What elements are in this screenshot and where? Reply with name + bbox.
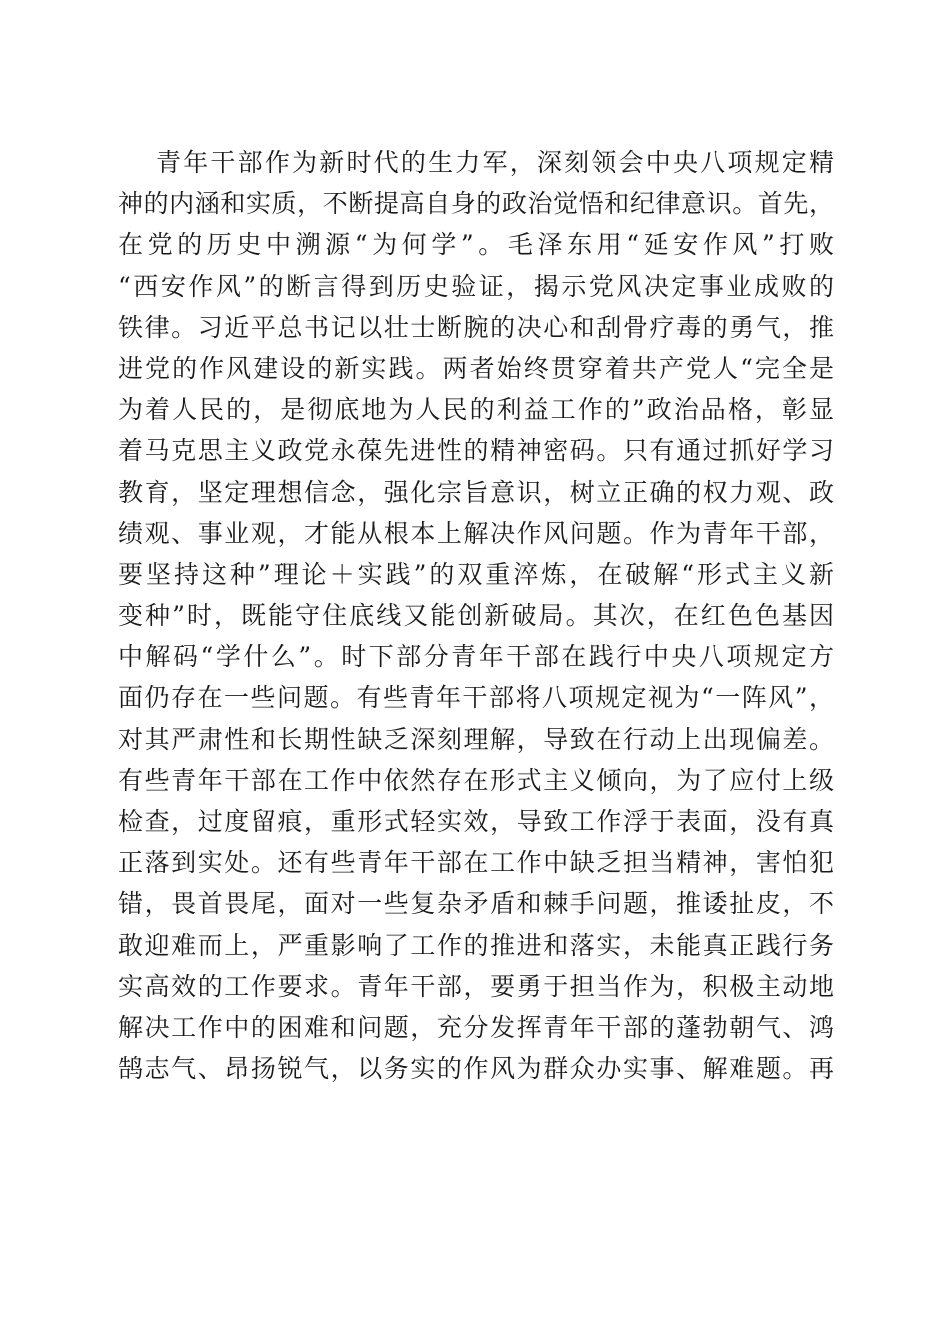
paragraph-line: 铁律。习近平总书记以壮士断腕的决心和刮骨疗毒的勇气，推 [118, 312, 834, 342]
paragraph-line: 进党的作风建设的新实践。两者始终贯穿着共产党人“完全是 [118, 353, 834, 383]
paragraph-line: 变种”时，既能守住底线又能创新破局。其次，在红色色基因 [118, 601, 834, 631]
paragraph-line: 青年干部作为新时代的生力军，深刻领会中央八项规定精 [156, 148, 834, 177]
paragraph-line: 有些青年干部在工作中依然存在形式主义倾向，为了应付上级 [118, 765, 834, 795]
paragraph-line: 神的内涵和实质，不断提高自身的政治觉悟和纪律意识。首先， [118, 189, 834, 219]
paragraph-line: 绩观、事业观，才能从根本上解决作风问题。作为青年干部， [118, 518, 834, 548]
paragraph-line: 解决工作中的困难和问题，充分发挥青年干部的蓬勃朝气、鸿 [118, 1012, 834, 1042]
paragraph-line: 面仍存在一些问题。有些青年干部将八项规定视为“一阵风”， [118, 683, 834, 713]
body-paragraph [118, 142, 834, 1089]
paragraph-line: 敢迎难而上，严重影响了工作的推进和落实，未能真正践行务 [118, 930, 834, 960]
paragraph-line: 错，畏首畏尾，面对一些复杂矛盾和棘手问题，推诿扯皮，不 [118, 889, 834, 919]
paragraph-line: 实高效的工作要求。青年干部，要勇于担当作为，积极主动地 [118, 971, 834, 1001]
paragraph-line: 教育，坚定理想信念，强化宗旨意识，树立正确的权力观、政 [118, 477, 834, 507]
paragraph-line: 对其严肃性和长期性缺乏深刻理解，导致在行动上出现偏差。 [118, 724, 834, 754]
paragraph-line: 中解码“学什么”。时下部分青年干部在践行中央八项规定方 [118, 642, 834, 672]
paragraph-line: 鹄志气、昂扬锐气，以务实的作风为群众办实事、解难题。再 [118, 1054, 834, 1084]
paragraph-line: 正落到实处。还有些青年干部在工作中缺乏担当精神，害怕犯 [118, 848, 834, 878]
paragraph-line: 要坚持这种”理论＋实践”的双重淬炼，在破解“形式主义新 [118, 559, 834, 589]
paragraph-line: 检查，过度留痕，重形式轻实效，导致工作浮于表面，没有真 [118, 807, 834, 836]
paragraph-line: “西安作风”的断言得到历史验证，揭示党风决定事业成败的 [118, 271, 834, 301]
paragraph-line: 在党的历史中溯源“为何学”。毛泽东用“延安作风”打败 [118, 230, 834, 260]
paragraph-line: 着马克思主义政党永葆先进性的精神密码。只有通过抓好学习 [118, 436, 834, 466]
paragraph-line: 为着人民的，是彻底地为人民的利益工作的”政治品格，彰显 [118, 395, 834, 425]
